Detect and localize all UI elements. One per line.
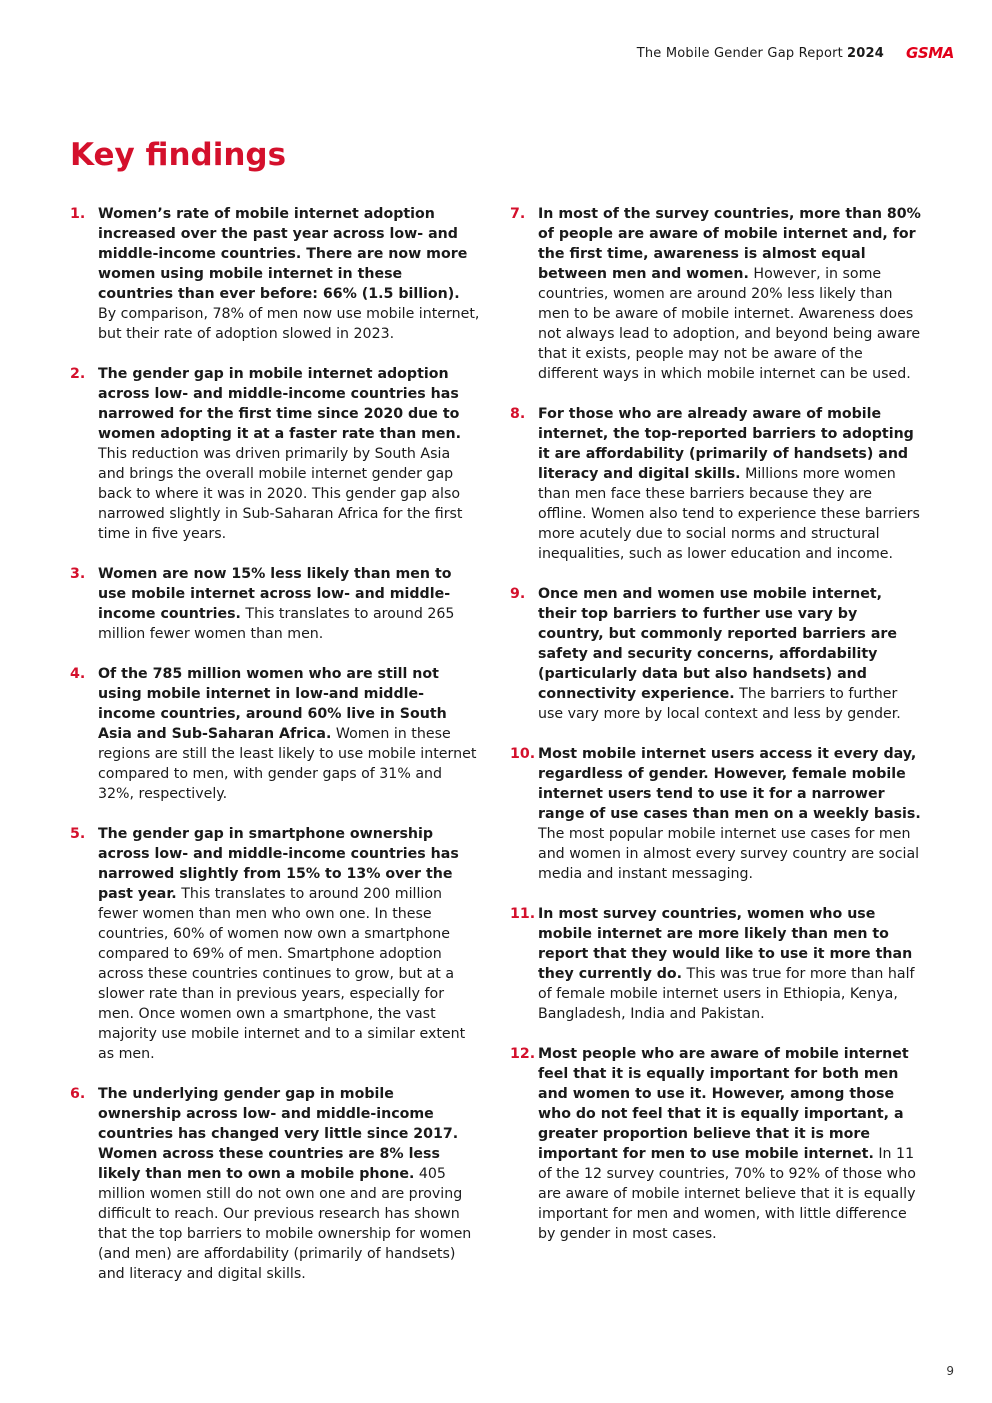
finding-headline: In most of the survey countries, more than 80% of people are aware of mobile internet and, for the first time, awareness is almost equal between men and women.: [538, 206, 921, 282]
report-header: [637, 44, 954, 62]
page-title: Key findings: [70, 137, 287, 173]
finding-body: This translates to around 265 million fewer women than men.: [98, 606, 455, 642]
report-year: 2024: [846, 45, 884, 61]
finding-headline: Once men and women use mobile internet, their top barriers to further use vary by country, but commonly reported barriers are safety and security concerns, affordability (particularly data but also handsets) and connectivity experience.: [538, 586, 898, 702]
finding-body: 405 million women still do not own one and are proving difficult to reach. Our previous research has shown that the top barriers to mobile ownership for women (and men) are affordability (primarily of handsets) and literacy and digital skills.: [98, 1166, 472, 1282]
finding-body: This was true for more than half of female mobile internet users in Ethiopia, Kenya, Bangladesh, India and Pakistan.: [538, 966, 915, 1022]
finding-headline: Most people who are aware of mobile internet feel that it is equally important for both men and women to use it. However, among those who do not feel that it is equally important, a greater proportion believe that it is more important for men to use mobile internet.: [538, 1046, 909, 1162]
finding-number: 5.: [70, 826, 86, 842]
finding-5: [70, 824, 480, 1064]
finding-11: [510, 904, 922, 1024]
finding-4: [70, 664, 480, 804]
finding-number: 10.: [510, 746, 536, 762]
finding-body: The most popular mobile internet use cases for men and women in almost every survey country are social media and instant messaging.: [538, 826, 920, 882]
findings-column-right: [510, 204, 922, 1264]
finding-12: [510, 1044, 922, 1244]
finding-headline: Of the 785 million women who are still not using mobile internet in low-and middle-income countries, around 60% live in South Asia and Sub-Saharan Africa.: [98, 666, 447, 742]
finding-number: 7.: [510, 206, 526, 222]
finding-7: [510, 204, 922, 384]
finding-headline: The underlying gender gap in mobile ownership across low- and middle-income countries has changed very little since 2017. Women across these countries are 8% less likely than men to own a mobile phone.: [98, 1086, 459, 1182]
finding-number: 9.: [510, 586, 526, 602]
finding-body: Women in these regions are still the least likely to use mobile internet compared to men, with gender gaps of 31% and 32%, respectively.: [98, 726, 477, 802]
finding-headline: For those who are already aware of mobile internet, the top-reported barriers to adopting it are affordability (primarily of handsets) and literacy and digital skills.: [538, 406, 914, 482]
report-title: The Mobile Gender Gap Report: [636, 45, 843, 61]
finding-number: 6.: [70, 1086, 86, 1102]
finding-body: By comparison, 78% of men now use mobile internet, but their rate of adoption slowed in 2023.: [98, 306, 480, 342]
finding-6: [70, 1084, 480, 1284]
finding-number: 3.: [70, 566, 86, 582]
finding-1: [70, 204, 480, 344]
finding-10: [510, 744, 922, 884]
finding-2: [70, 364, 480, 544]
finding-headline: Most mobile internet users access it every day, regardless of gender. However, female mobile internet users tend to use it for a narrower range of use cases than men on a weekly basis.: [538, 746, 921, 822]
finding-number: 2.: [70, 366, 86, 382]
findings-column-left: [70, 204, 480, 1304]
finding-9: [510, 584, 922, 724]
finding-number: 1.: [70, 206, 86, 222]
finding-number: 4.: [70, 666, 86, 682]
finding-body: This translates to around 200 million fewer women than men who own one. In these countries, 60% of women now own a smartphone compared to 69% of men. Smartphone adoption across these countries continues to grow, but at a slower rate than in previous years, especially for men. Once women own a smartphone, the vast majority use mobile internet and to a similar extent as men.: [98, 886, 466, 1062]
finding-body: This reduction was driven primarily by South Asia and brings the overall mobile internet gender gap back to where it was in 2020. This gender gap also narrowed slightly in Sub-Saharan Africa for the first time in five years.: [98, 446, 463, 542]
finding-headline: The gender gap in smartphone ownership across low- and middle-income countries has narrowed slightly from 15% to 13% over the past year.: [98, 826, 459, 902]
finding-number: 8.: [510, 406, 526, 422]
finding-body: However, in some countries, women are around 20% less likely than men to be aware of mobile internet. Awareness does not always lead to adoption, and beyond being aware that it exists, people may not be aware of the different ways in which mobile internet can be used.: [538, 266, 921, 382]
finding-headline: The gender gap in mobile internet adoption across low- and middle-income countries has narrowed for the first time since 2020 due to women adopting it at a faster rate than men.: [98, 366, 462, 442]
finding-8: [510, 404, 922, 564]
finding-headline: In most survey countries, women who use mobile internet are more likely than men to report that they would like to use it more than they currently do.: [538, 906, 913, 982]
page-number: 9: [946, 1364, 954, 1378]
finding-body: Millions more women than men face these barriers because they are offline. Women also tend to experience these barriers more acutely due to social norms and structural inequalities, such as lower education and income.: [538, 466, 920, 562]
finding-headline: Women’s rate of mobile internet adoption increased over the past year across low- and middle-income countries. There are now more women using mobile internet in these countries than ever before: 66% (1.5 billion).: [98, 206, 468, 302]
gsma-logo: GSMA: [905, 44, 954, 62]
finding-number: 12.: [510, 1046, 536, 1062]
finding-3: [70, 564, 480, 644]
finding-body: In 11 of the 12 survey countries, 70% to 92% of those who are aware of mobile internet believe that it is equally important for men and women, with little difference by gender in most cases.: [538, 1146, 916, 1242]
finding-headline: Women are now 15% less likely than men to use mobile internet across low- and middle-income countries.: [98, 566, 452, 622]
finding-number: 11.: [510, 906, 536, 922]
finding-body: The barriers to further use vary more by local context and less by gender.: [538, 686, 901, 722]
